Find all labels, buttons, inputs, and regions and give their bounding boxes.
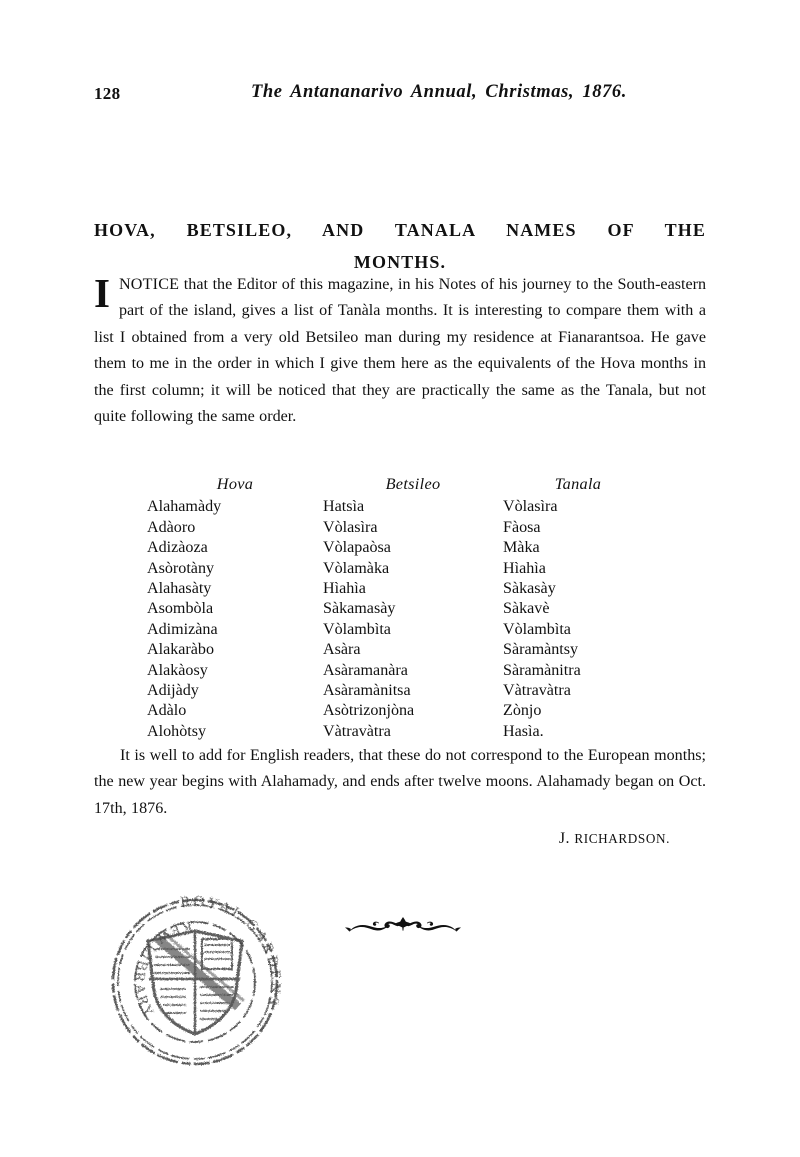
cell-tanala: Vòlasìra [503,498,558,516]
publication-title: The Antananarivo Annual, Christmas, 1876. [250,82,628,102]
column-header-tanala: Tanala [554,474,602,493]
svg-text:ROYAL GARDENS: ROYAL GARDENS [179,893,284,1009]
cell-hova: Adimizàna [147,620,218,638]
cell-tanala: Hìahìa [503,559,546,577]
cell-betsileo: Hatsìa [323,498,365,516]
table-row [147,559,653,579]
intro-paragraph [94,272,706,430]
cell-hova: Alahasàty [147,580,212,598]
cell-tanala: Hasìa. [503,722,544,740]
closing-paragraph-text: It is well to add for English readers, that these do not correspond to the European months; the new year begins with Alahamady, and ends after twelve moons. Alahamady began on Oct. 17th, 1876. [94,747,706,817]
signature-name: RICHARDSON. [574,831,670,846]
cell-betsileo: Vòlambìta [323,620,391,638]
closing-paragraph [94,743,706,822]
cell-hova: Alakàosy [147,661,208,679]
intro-paragraph-text: that the Editor of this magazine, in his Notes of his journey to the South-eastern part of the island, gives a list of Tanàla months. It is interesting to compare them with a list I obtained from a very old Betsileo man during my residence at Fianarantsoa. He gave them to me in the order in which I give them here as the equivalents of the Hova months in the first column; it will be noticed that they are practically the same as the Tanala, but not quite following the same order. [94,276,706,426]
cell-betsileo: Sàkamasày [323,600,396,618]
cell-hova: Adizàoza [147,539,208,557]
cell-tanala: Sàkavè [503,600,550,618]
cell-betsileo: Asàramanàra [323,661,408,679]
cell-betsileo: Vòlapaòsa [323,539,391,557]
cell-betsileo: Vàtravàtra [323,722,391,740]
table-row [147,497,653,517]
cell-hova: Alahamàdy [147,498,222,516]
cell-tanala: Vòlambìta [503,620,571,638]
page-number: 128 [94,84,121,103]
table-row [147,518,653,538]
cell-betsileo: Vòlamàka [323,559,390,577]
cell-hova: Adàlo [147,702,187,720]
cell-hova: Asombòla [147,600,214,618]
month-table-grid [147,474,653,742]
cell-hova: Alohòtsy [147,722,207,740]
running-head [94,82,706,110]
table-row [147,681,653,701]
floral-flourish-ornament [341,908,465,942]
cell-hova: Adijàdy [147,682,199,700]
column-header-betsileo: Betsileo [385,474,441,493]
article-title-line-2: MONTHS. [353,252,447,273]
drop-cap: I [94,270,110,316]
table-row [147,620,653,640]
cell-betsileo: Asàra [323,641,361,659]
column-header-hova: Hova [216,474,254,493]
table-row [147,640,653,660]
table-row [147,661,653,681]
cell-tanala: Sàramàntsy [503,641,579,659]
author-signature [94,830,706,848]
month-names-table [94,474,706,742]
table-header-row [147,474,653,497]
cell-hova: Adàoro [147,518,196,536]
svg-text:KEW LIBRARY: KEW LIBRARY [130,917,194,1023]
article-title-line-1: HOVA, BETSILEO, AND TANALA NAMES OF THE [94,220,706,241]
table-row [147,701,653,721]
cell-betsileo: Vòlasìra [323,518,378,536]
intro-first-word: NOTICE [118,276,180,293]
table-row [147,579,653,599]
table-row [147,599,653,619]
table-row [147,722,653,742]
cell-tanala: Sàkasày [503,580,556,598]
cell-tanala: Vàtravàtra [503,682,571,700]
cell-tanala: Fàosa [503,518,541,536]
cell-betsileo: Hìahìa [323,580,366,598]
signature-initial: J. [558,830,575,847]
cell-tanala: Màka [503,539,540,557]
cell-hova: Asòrotàny [147,559,215,577]
cell-tanala: Sàramànitra [503,661,581,679]
article-title [94,215,706,278]
cell-betsileo: Asòtrizonjòna [323,702,415,720]
cell-tanala: Zònjo [503,702,542,720]
cell-hova: Alakaràbo [147,641,215,659]
circular-library-stamp [86,879,304,1069]
month-table-body [147,497,653,742]
table-row [147,538,653,558]
cell-betsileo: Asàramànitsa [323,682,411,700]
